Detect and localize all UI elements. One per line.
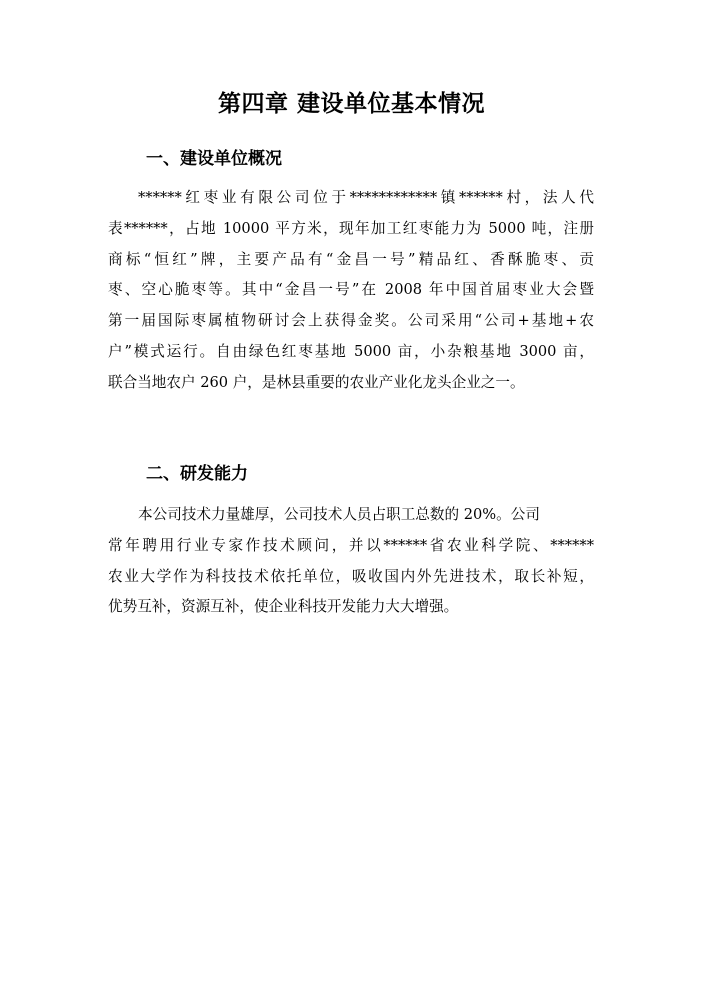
paragraph-line: 第一届国际枣属植物研讨会上获得金奖。公司采用“公司+基地+农 (108, 312, 594, 330)
paragraph-line: 优势互补，资源互补，使企业科技开发能力大大增强。 (108, 598, 459, 616)
rd-paragraph (108, 500, 594, 623)
section-heading-overview: 一、建设单位概况 (146, 149, 282, 169)
paragraph-line: ******红枣业有限公司位于************镇******村，法人代 (138, 189, 594, 206)
chapter-title: 第四章 建设单位基本情况 (217, 90, 485, 117)
paragraph-line: 枣、空心脆枣等。其中“金昌一号”在 2008 年中国首届枣业大会暨 (108, 281, 594, 299)
paragraph-line: 联合当地农户 260 户，是林县重要的农业产业化龙头企业之一。 (108, 373, 525, 391)
overview-paragraph (108, 183, 594, 399)
paragraph-line: 农业大学作为科技技术依托单位，吸收国内外先进技术，取长补短， (108, 567, 594, 585)
paragraph-line: 户”模式运行。自由绿色红枣基地 5000 亩，小杂粮基地 3000 亩， (108, 342, 594, 360)
paragraph-line: 表******，占地 10000 平方米，现年加工红枣能力为 5000 吨，注册 (108, 219, 594, 237)
paragraph-line: 商标“恒红”牌，主要产品有“金昌一号”精品红、香酥脆枣、贡 (108, 250, 594, 268)
paragraph-line: 常年聘用行业专家作技术顾问，并以******省农业科学院、****** (108, 536, 594, 554)
section-heading-rd: 二、研发能力 (146, 464, 248, 484)
paragraph-line: 本公司技术力量雄厚，公司技术人员占职工总数的 20%。公司 (138, 506, 540, 523)
